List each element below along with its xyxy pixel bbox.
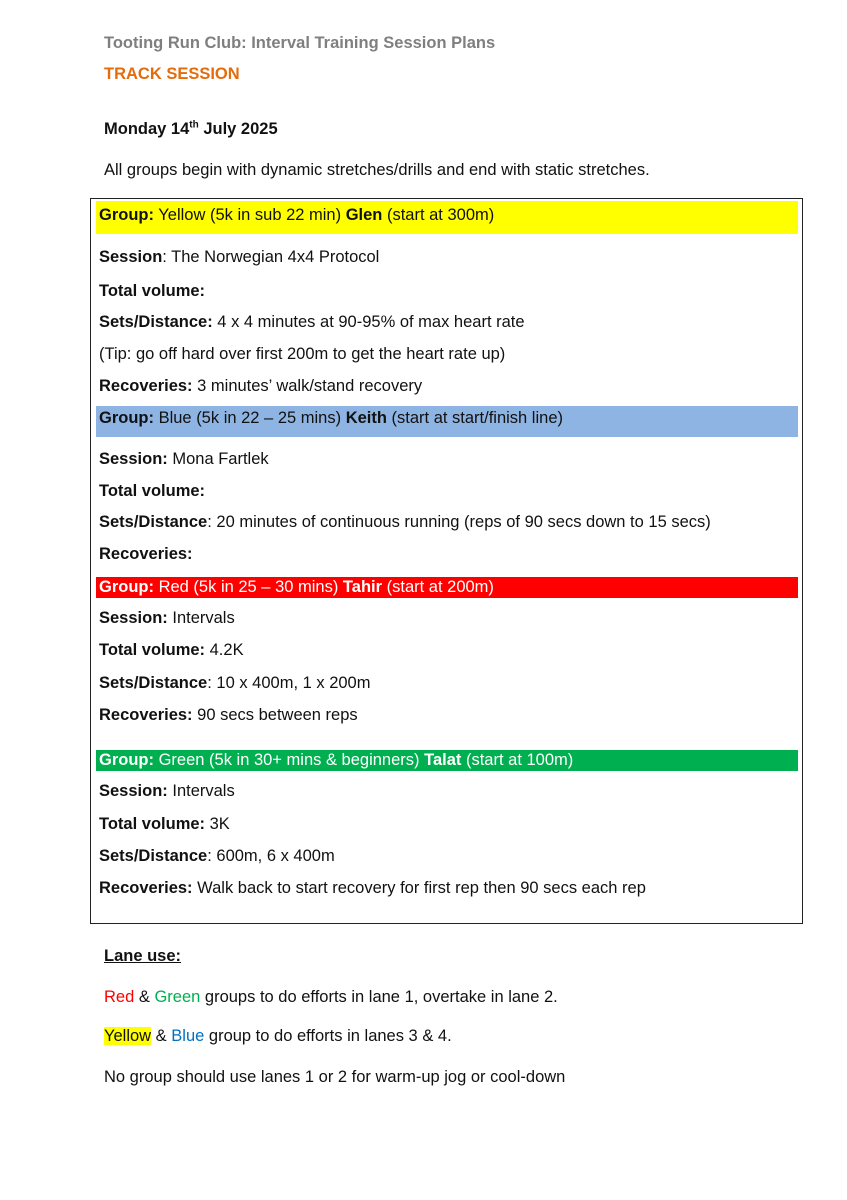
- red-word: Red: [104, 988, 135, 1006]
- date-rest: July 2025: [198, 120, 278, 138]
- document-title: Tooting Run Club: Interval Training Session Plans: [104, 34, 496, 52]
- group-leader: Keith: [345, 409, 387, 427]
- session-label: Session:: [99, 450, 168, 468]
- lane-use-line-2-text: group to do efforts in lanes 3 & 4.: [204, 1027, 452, 1045]
- date-ordinal: th: [189, 119, 199, 131]
- yellow-word: Yellow: [104, 1027, 152, 1045]
- sets-value: 600m, 6 x 400m: [211, 847, 335, 865]
- group-start: (start at 100m): [461, 751, 574, 769]
- group-start: (start at 200m): [382, 578, 494, 596]
- group-green-header: [96, 750, 798, 771]
- green-sets: [99, 847, 335, 866]
- total-volume-label: Total volume:: [99, 641, 206, 659]
- sets-value: 10 x 400m, 1 x 200m: [211, 674, 371, 692]
- red-recoveries: [99, 706, 358, 725]
- sets-label: Sets/Distance: [99, 674, 208, 692]
- intro-text: All groups begin with dynamic stretches/drills and end with static stretches.: [104, 161, 650, 179]
- group-leader: Glen: [345, 206, 383, 224]
- lane-use-line-1: [104, 988, 558, 1007]
- recoveries-label: Recoveries:: [99, 545, 193, 563]
- yellow-tip: (Tip: go off hard over first 200m to get the heart rate up): [99, 345, 506, 363]
- green-session: [99, 782, 235, 801]
- blue-sets: [99, 513, 711, 532]
- session-label: Session:: [99, 782, 168, 800]
- sets-label: Sets/Distance: [99, 847, 208, 865]
- red-session: [99, 609, 235, 628]
- group-desc: Green (5k in 30+ mins & beginners): [154, 751, 425, 769]
- recoveries-value: 90 secs between reps: [192, 706, 358, 724]
- session-label: Session: [99, 248, 163, 266]
- red-total-volume: [99, 641, 244, 660]
- sets-value: 4 x 4 minutes at 90-95% of max heart rate: [212, 313, 525, 331]
- blue-word: Blue: [171, 1027, 205, 1045]
- group-leader: Tahir: [342, 578, 383, 596]
- total-volume-value: 4.2K: [205, 641, 244, 659]
- yellow-total-volume: [99, 282, 205, 301]
- green-word: Green: [154, 988, 201, 1006]
- recoveries-value: Walk back to start recovery for first rep then 90 secs each rep: [192, 879, 646, 897]
- sets-label: Sets/Distance:: [99, 313, 213, 331]
- red-sets: [99, 674, 370, 693]
- group-start: (start at 300m): [382, 206, 495, 224]
- recoveries-label: Recoveries:: [99, 377, 193, 395]
- blue-total-volume: [99, 482, 205, 501]
- ampersand: &: [134, 988, 155, 1006]
- group-label: Group:: [99, 409, 154, 427]
- ampersand: &: [151, 1027, 172, 1045]
- group-red-header: [96, 577, 798, 598]
- colon: :: [207, 847, 212, 865]
- group-label: Group:: [99, 206, 154, 224]
- colon: :: [162, 248, 167, 266]
- group-desc: Blue (5k in 22 – 25 mins): [154, 409, 346, 427]
- lane-use-line-2: [104, 1027, 452, 1046]
- date-prefix: Monday 14: [104, 120, 190, 138]
- green-recoveries: [99, 879, 646, 898]
- sets-value: 20 minutes of continuous running (reps of 90 secs down to 15 secs): [211, 513, 711, 531]
- group-label: Group:: [99, 578, 154, 596]
- session-label: Session:: [99, 609, 168, 627]
- lane-use-line-1-text: groups to do efforts in lane 1, overtake in lane 2.: [200, 988, 558, 1006]
- recoveries-value: 3 minutes’ walk/stand recovery: [192, 377, 423, 395]
- session-value: Intervals: [167, 609, 235, 627]
- recoveries-label: Recoveries:: [99, 879, 193, 897]
- green-total-volume: [99, 815, 230, 834]
- total-volume-label: Total volume:: [99, 282, 206, 300]
- total-volume-label: Total volume:: [99, 482, 206, 500]
- blue-recoveries: [99, 545, 193, 564]
- group-label: Group:: [99, 751, 154, 769]
- group-desc: Yellow (5k in sub 22 min): [154, 206, 346, 224]
- colon: :: [207, 513, 212, 531]
- group-yellow-header: [96, 201, 798, 234]
- yellow-recoveries: [99, 377, 422, 396]
- total-volume-value: 3K: [205, 815, 230, 833]
- group-leader: Talat: [424, 751, 462, 769]
- lane-use-line-3: No group should use lanes 1 or 2 for warm-up jog or cool-down: [104, 1068, 566, 1086]
- session-date: [104, 120, 278, 139]
- colon: :: [207, 674, 212, 692]
- session-type-heading: TRACK SESSION: [104, 65, 240, 83]
- lane-use-heading: Lane use:: [104, 947, 182, 965]
- session-value: The Norwegian 4x4 Protocol: [166, 248, 380, 266]
- group-desc: Red (5k in 25 – 30 mins): [154, 578, 343, 596]
- session-value: Intervals: [167, 782, 235, 800]
- session-value: Mona Fartlek: [167, 450, 269, 468]
- total-volume-label: Total volume:: [99, 815, 206, 833]
- group-start: (start at start/finish line): [386, 409, 563, 427]
- yellow-session: [99, 248, 379, 267]
- yellow-sets: [99, 313, 525, 332]
- sets-label: Sets/Distance: [99, 513, 208, 531]
- group-blue-header: [96, 406, 798, 437]
- blue-session: [99, 450, 269, 469]
- recoveries-label: Recoveries:: [99, 706, 193, 724]
